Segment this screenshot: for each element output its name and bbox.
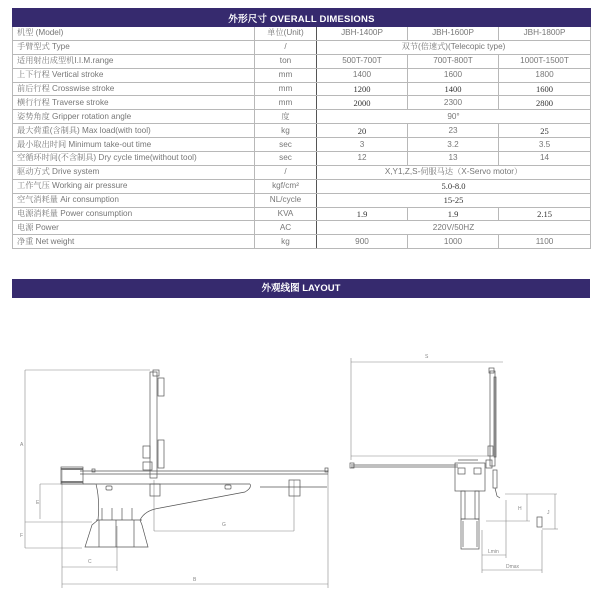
row-unit: / [255,40,317,54]
front-view-drawing [351,358,558,573]
row-value: 3.5 [499,138,591,152]
table-row-traverse-stroke [13,96,591,110]
row-label: 驱动方式 Drive system [13,165,255,179]
row-unit: mm [255,82,317,96]
row-value: X,Y1,Z,S-伺服马达（X-Servo motor） [317,165,591,179]
row-unit: KVA [255,207,317,221]
row-value: 13 [408,152,499,166]
row-label: 空气消耗量 Air consumption [13,193,255,207]
table-row-vertical-stroke [13,68,591,82]
row-label: 最小取出时间 Minimum take-out time [13,138,255,152]
row-value: 1400 [317,68,408,82]
row-value: 1100 [499,235,591,249]
row-unit: kgf/cm² [255,179,317,193]
row-unit: mm [255,68,317,82]
layout-drawing [0,300,600,600]
table-row-take-out-time [13,138,591,152]
row-value: 500T-700T [317,54,408,68]
row-value: 15-25 [317,193,591,207]
row-value: 23 [408,124,499,138]
table-row-imm-range [13,54,591,68]
row-unit: NL/cycle [255,193,317,207]
row-unit: kg [255,124,317,138]
row-value: 1600 [499,82,591,96]
spec-table [12,8,591,249]
header-unit: 单位(Unit) [255,27,317,41]
row-label: 电源消耗量 Power consumption [13,207,255,221]
row-value: 2000 [317,96,408,110]
row-label: 姿势角度 Gripper rotation angle [13,110,255,124]
header-row [13,27,591,41]
dim-label-a: A [20,442,24,448]
row-label: 适用射出成型机I.I.M.range [13,54,255,68]
row-unit: sec [255,152,317,166]
row-unit: mm [255,96,317,110]
dim-label-j: J [547,510,550,516]
spec-table-title: 外形尺寸 OVERALL DIMESIONS [13,9,591,27]
row-label: 横行行程 Traverse stroke [13,96,255,110]
row-unit: AC [255,221,317,235]
row-value: 220V/50HZ [317,221,591,235]
row-label: 空循环时间(不含制具) Dry cycle time(without tool) [13,152,255,166]
row-value: 1000T-1500T [499,54,591,68]
dim-label-s: S [425,354,429,360]
table-row-crosswise-stroke [13,82,591,96]
row-label: 工作气压 Working air pressure [13,179,255,193]
row-value: 双节(倍速式)(Telecopic type) [317,40,591,54]
row-value: 1.9 [408,207,499,221]
header-label: 机型 (Model) [13,27,255,41]
header-model: JBH-1600P [408,27,499,41]
row-value: 1400 [408,82,499,96]
dim-label-g: G [222,522,226,528]
dim-label-c: C [88,559,92,565]
row-value: 5.0-8.0 [317,179,591,193]
row-unit: ton [255,54,317,68]
row-label: 最大荷重(含制具) Max load(with tool) [13,124,255,138]
table-row-air-pressure [13,179,591,193]
dim-label-lmin: Lmin [488,549,499,555]
row-label: 电源 Power [13,221,255,235]
row-value: 2300 [408,96,499,110]
row-unit: / [255,165,317,179]
row-label: 上下行程 Vertical stroke [13,68,255,82]
row-value: 3 [317,138,408,152]
dim-label-h: H [518,506,522,512]
row-value: 1600 [408,68,499,82]
row-label: 净重 Net weight [13,235,255,249]
row-unit: sec [255,138,317,152]
dim-label-dmax: Dmax [506,564,520,570]
row-value: 3.2 [408,138,499,152]
side-view-drawing [25,370,328,588]
row-value: 12 [317,152,408,166]
robot-side-view [61,370,328,547]
row-unit: kg [255,235,317,249]
row-value: 1200 [317,82,408,96]
table-row-power [13,221,591,235]
header-model: JBH-1400P [317,27,408,41]
row-label: 手臂型式 Type [13,40,255,54]
row-value: 900 [317,235,408,249]
layout-section-title: 外观线图 LAYOUT [12,279,590,298]
dim-label-f: F [20,533,24,539]
dim-label-b: B [193,577,197,583]
table-row-max-load [13,124,591,138]
table-row-air-consumption [13,193,591,207]
row-value: 1000 [408,235,499,249]
row-value: 1.9 [317,207,408,221]
table-row-drive-system [13,165,591,179]
row-value: 25 [499,124,591,138]
row-value: 1800 [499,68,591,82]
row-unit: 度 [255,110,317,124]
row-value: 14 [499,152,591,166]
table-row-net-weight [13,235,591,249]
dim-label-e: E [36,500,40,506]
header-model: JBH-1800P [499,27,591,41]
table-row-rotation-angle [13,110,591,124]
row-label: 前后行程 Crosswise stroke [13,82,255,96]
row-value: 700T-800T [408,54,499,68]
row-value: 2.15 [499,207,591,221]
table-row-dry-cycle-time [13,152,591,166]
row-value: 90° [317,110,591,124]
table-row-power-consumption [13,207,591,221]
robot-front-view [350,368,542,549]
row-value: 2800 [499,96,591,110]
table-row-type [13,40,591,54]
row-value: 20 [317,124,408,138]
